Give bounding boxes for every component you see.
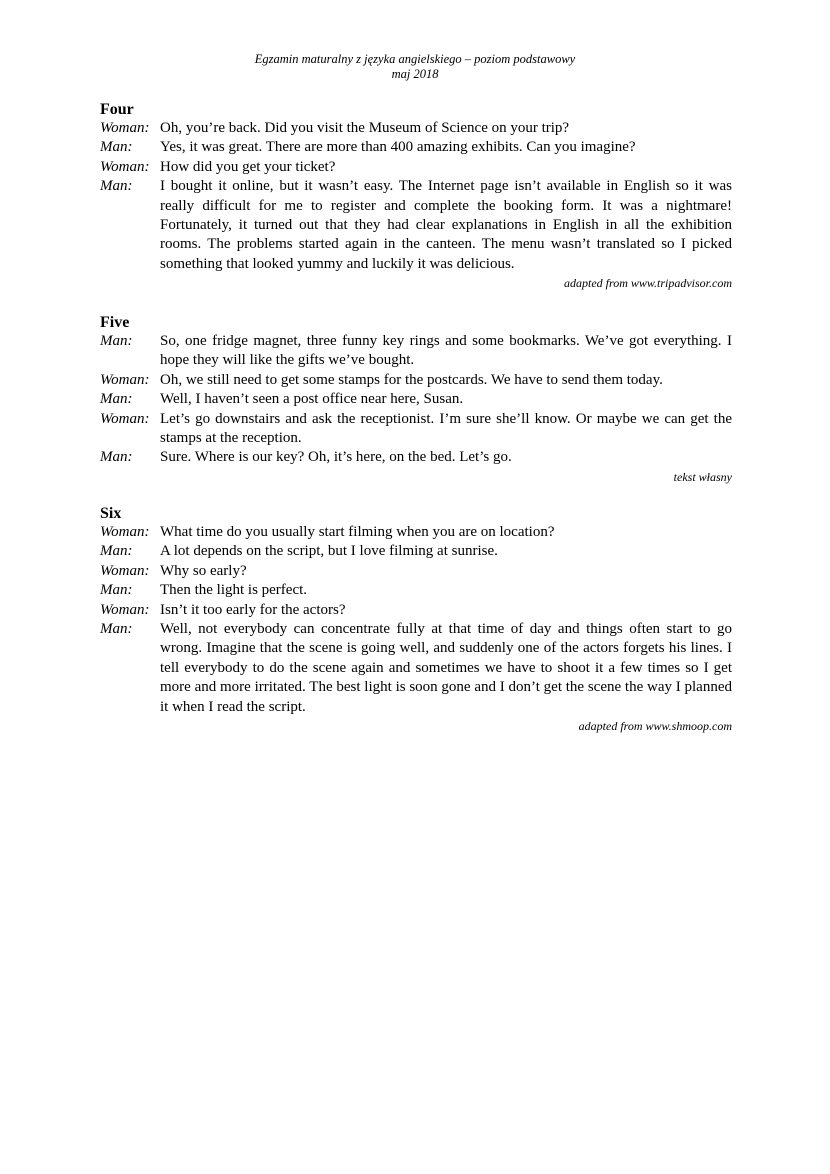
section-four — [100, 100, 732, 291]
exam-header-title: Egzamin maturalny z języka angielskiego – poziom podstawowy — [254, 52, 576, 66]
dialogue-line — [100, 371, 732, 390]
dialogue-line — [100, 523, 732, 542]
dialogue-text: Well, I haven’t seen a post office near here, Susan. — [160, 391, 464, 408]
speaker-label: Woman: — [100, 562, 150, 579]
speaker-label: Man: — [100, 621, 133, 638]
dialogue-line — [100, 410, 732, 449]
dialogue-line — [100, 390, 732, 409]
dialogue-line — [100, 542, 732, 561]
section-five — [100, 313, 732, 485]
dialogue-text: What time do you usually start filming when you are on location? — [160, 524, 555, 540]
dialogue-text: Oh, you’re back. Did you visit the Museum of Science on your trip? — [160, 120, 570, 136]
dialogue-text: Isn’t it too early for the actors? — [160, 601, 346, 618]
dialogue-text: So, one fridge magnet, three funny key rings and some bookmarks. We’ve got everything. I hope they will like the gifts we’ve bought. — [160, 333, 732, 369]
source-citation: adapted from www.shmoop.com — [578, 719, 732, 734]
dialogue-line — [100, 332, 732, 371]
exam-header-date: maj 2018 — [391, 67, 439, 81]
dialogue-line — [100, 562, 732, 581]
dialogue-line — [100, 119, 732, 138]
source-citation: tekst własny — [673, 469, 732, 484]
section-title: Six — [100, 505, 122, 522]
dialogue-line — [100, 620, 732, 717]
dialogue-line — [100, 138, 732, 157]
dialogue-line — [100, 448, 732, 467]
speaker-label: Man: — [100, 391, 133, 408]
dialogue-text: Let’s go downstairs and ask the receptionist. I’m sure she’ll know. Or maybe we can get the stamps at the reception. — [160, 410, 732, 447]
dialogue-line — [100, 601, 732, 620]
speaker-label: Woman: — [100, 410, 150, 427]
speaker-label: Woman: — [100, 524, 150, 540]
speaker-label: Woman: — [100, 371, 150, 388]
dialogue-text: Sure. Where is our key? Oh, it’s here, on the bed. Let’s go. — [160, 449, 512, 466]
speaker-label: Man: — [100, 543, 133, 560]
speaker-label: Man: — [100, 333, 133, 349]
speaker-label: Man: — [100, 582, 133, 599]
speaker-label: Woman: — [100, 601, 150, 618]
dialogue-text: Yes, it was great. There are more than 400 amazing exhibits. Can you imagine? — [160, 139, 636, 156]
speaker-label: Man: — [100, 449, 133, 466]
speaker-label: Man: — [100, 139, 133, 156]
dialogue-line — [100, 581, 732, 600]
source-citation: adapted from www.tripadvisor.com — [563, 276, 732, 291]
dialogue-line — [100, 177, 732, 274]
dialogue-text: Oh, we still need to get some stamps for the postcards. We have to send them today. — [160, 371, 663, 388]
dialogue-text: Why so early? — [160, 562, 247, 579]
dialogue-text: A lot depends on the script, but I love filming at sunrise. — [160, 543, 498, 560]
dialogue-text: Well, not everybody can concentrate fully at that time of day and things often start to go wrong. Imagine that the scene is going well, and suddenly one of the actors forgets his lines. I tell everybody to do the scene again and sometimes we have to shoot it a few times so I get more and more irritated. The best light is soon gone and I don’t get the scene the way I planned it when I read the script. — [160, 621, 732, 715]
speaker-label: Woman: — [100, 158, 150, 175]
speaker-label: Woman: — [100, 120, 150, 136]
dialogue-text: I bought it online, but it wasn’t easy. The Internet page isn’t available in English so it was really difficult for me to register and complete the booking form. It was a nightmare! Fortunately, it turned out that they had clear explanations in English in all the exhibition rooms. The problems started again in the canteen. The menu wasn’t translated so I picked something that looked yummy and luckily it was delicious. — [160, 178, 732, 272]
section-title: Four — [100, 101, 134, 118]
speaker-label: Man: — [100, 178, 133, 195]
dialogue-line — [100, 158, 732, 177]
dialogue-text: How did you get your ticket? — [160, 158, 336, 175]
dialogue-text: Then the light is perfect. — [160, 582, 308, 599]
section-title: Five — [100, 314, 130, 331]
section-six — [100, 504, 732, 734]
